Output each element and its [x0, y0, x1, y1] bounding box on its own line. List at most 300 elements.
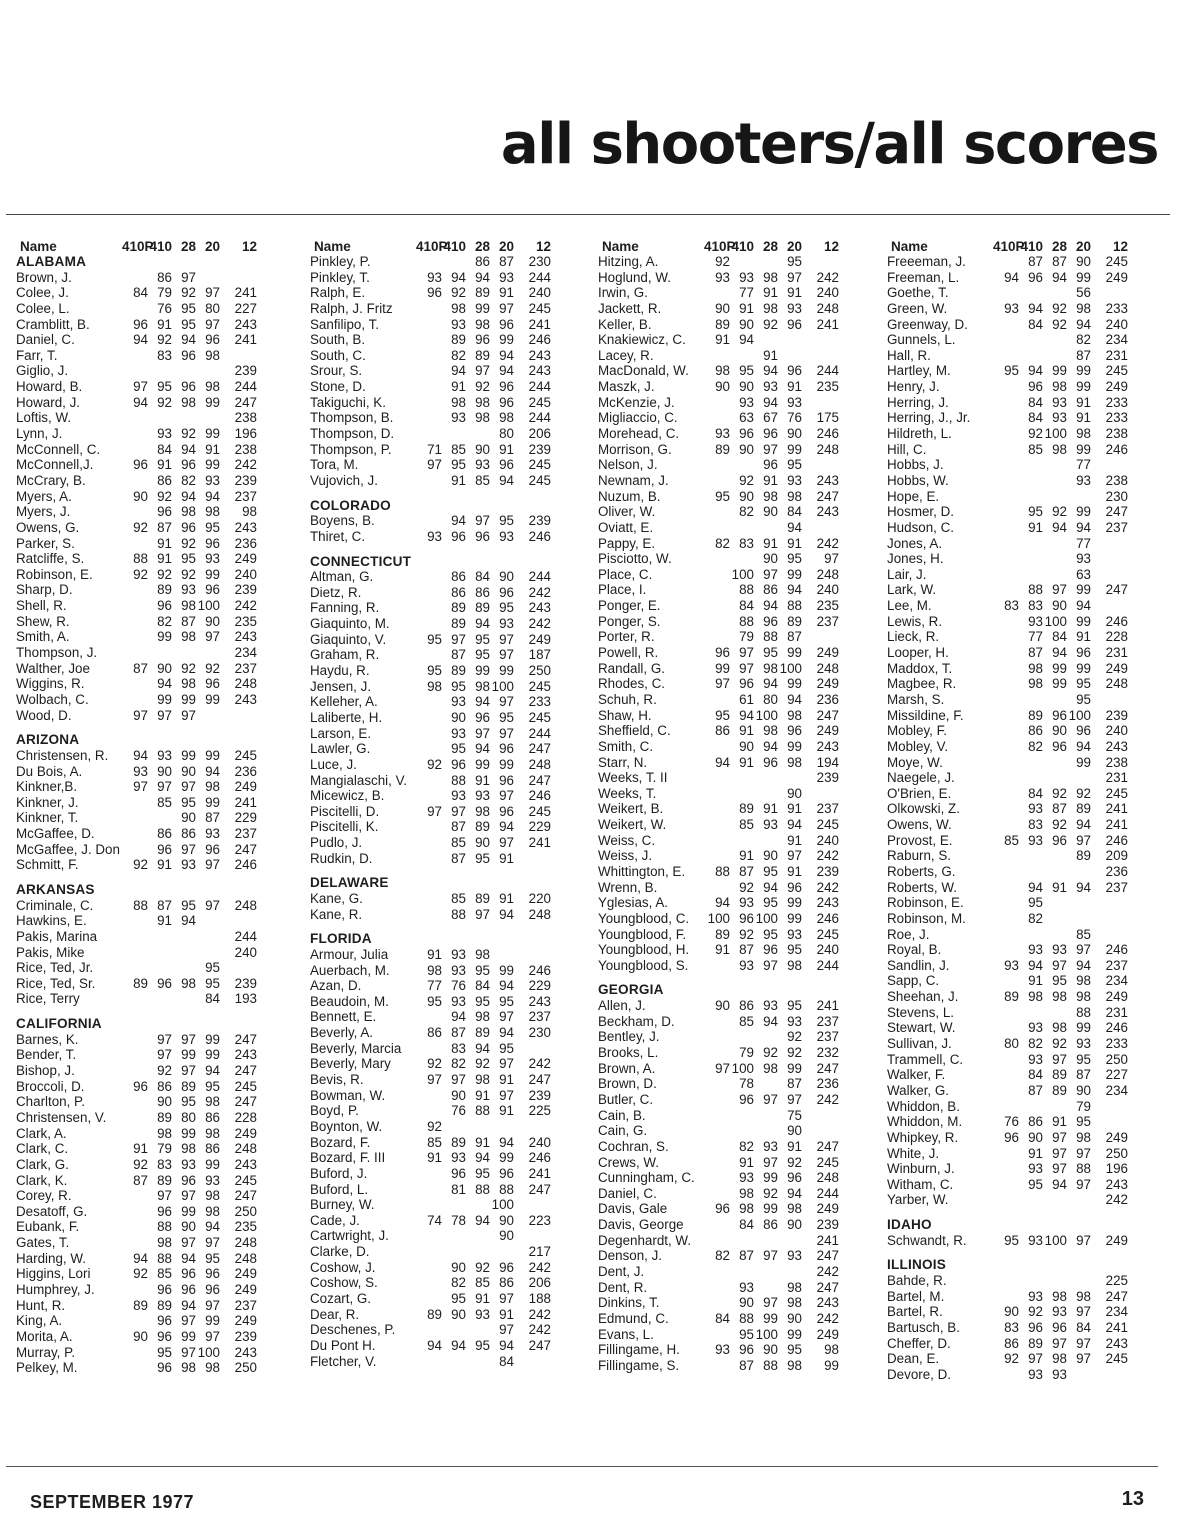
score-12: 248: [234, 1141, 257, 1157]
score-20: 99: [205, 394, 220, 410]
score-410: 79: [157, 285, 172, 301]
shooter-name: Gates, T.: [16, 1235, 70, 1251]
score-28: 85: [475, 472, 490, 488]
score-12: 240: [816, 832, 839, 848]
shooter-name: Thompson, D.: [310, 426, 395, 442]
score-20: 90: [1076, 254, 1091, 269]
score-410: 95: [739, 1326, 754, 1342]
shooter-row: [887, 801, 1157, 817]
shooter-row: [16, 1235, 286, 1251]
shooter-row: [887, 1114, 1157, 1130]
shooter-row: [887, 285, 1157, 301]
score-12: 248: [234, 676, 257, 692]
score-28: 88: [475, 1181, 490, 1197]
shooter-row: [16, 473, 286, 489]
score-12: 99: [824, 1357, 839, 1373]
score-410p: 97: [715, 676, 730, 692]
score-410p: [704, 1358, 730, 1374]
score-20: 91: [499, 850, 514, 866]
shooter-name: Youngblood, H.: [598, 942, 690, 958]
score-20: 94: [205, 1063, 220, 1079]
score-410: 96: [739, 1091, 754, 1107]
shooter-name: Buford, J.: [310, 1165, 368, 1181]
shooter-name: Davis, George: [598, 1217, 684, 1233]
score-28: 92: [763, 1045, 778, 1061]
score-410p: 91: [427, 946, 442, 962]
score-20: 96: [499, 379, 514, 395]
score-20: 95: [1076, 1114, 1091, 1130]
score-column: [887, 230, 1157, 1382]
score-410p: 95: [1004, 363, 1019, 379]
score-12: [220, 270, 257, 286]
shooter-name: Hope, E.: [887, 488, 940, 504]
score-410p: [416, 647, 442, 663]
state-heading: ARKANSAS: [16, 881, 95, 897]
score-410: 97: [739, 660, 754, 676]
shooter-row: [598, 457, 868, 473]
score-28: 94: [1052, 269, 1067, 285]
score-12: 229: [528, 978, 551, 994]
score-28: 89: [475, 819, 490, 835]
score-410: [1019, 536, 1043, 552]
score-410p: [122, 1345, 148, 1361]
score-410p: [416, 379, 442, 395]
score-20: 95: [499, 513, 514, 529]
shooter-row: [598, 848, 868, 864]
score-28: [1043, 348, 1067, 364]
column-header: [887, 230, 1157, 254]
score-12: 241: [234, 285, 257, 301]
shooter-row: [598, 1014, 868, 1030]
score-410: 92: [1028, 1304, 1043, 1320]
shooter-row: [887, 614, 1157, 630]
score-410p: [993, 1177, 1019, 1193]
score-410: 93: [1028, 832, 1043, 848]
score-410: 91: [739, 754, 754, 770]
shooter-row: [598, 1217, 868, 1233]
shooter-name: Weiss, J.: [598, 848, 653, 864]
shooter-name: Vujovich, J.: [310, 472, 378, 488]
score-20: 93: [499, 616, 514, 632]
shooter-name: Herring, J., Jr.: [887, 410, 971, 426]
score-410p: 97: [427, 803, 442, 819]
score-410p: 89: [133, 1297, 148, 1313]
score-28: 97: [763, 1248, 778, 1264]
shooter-row: [16, 629, 286, 645]
score-28: 97: [763, 1091, 778, 1107]
score-410p: 84: [715, 1310, 730, 1326]
score-20: 98: [787, 488, 802, 504]
score-410p: 95: [427, 663, 442, 679]
score-410p: 94: [1004, 269, 1019, 285]
score-28: [172, 410, 196, 426]
score-12: 249: [816, 723, 839, 739]
score-410p: 85: [1004, 832, 1019, 848]
score-12: 246: [528, 528, 551, 544]
score-28: 95: [763, 895, 778, 911]
score-20: 97: [499, 647, 514, 663]
shooter-name: Rice, Ted, Sr.: [16, 975, 96, 991]
shooter-row: [598, 1280, 868, 1296]
shooter-name: Lacey, R.: [598, 347, 654, 363]
score-410: 91: [157, 316, 172, 332]
shooter-row: [598, 645, 868, 661]
score-20: 99: [205, 1047, 220, 1063]
score-410: 79: [739, 1045, 754, 1061]
score-28: 98: [475, 1009, 490, 1025]
header-name: Name: [602, 239, 639, 254]
shooter-name: Colee, J.: [16, 285, 69, 301]
shooter-name: Laliberte, H.: [310, 709, 383, 725]
score-20: [1067, 911, 1091, 927]
score-12: 246: [1105, 1020, 1128, 1036]
shooter-row: [310, 1025, 580, 1041]
score-410p: 94: [715, 754, 730, 770]
shooter-name: Ponger, S.: [598, 613, 661, 629]
score-410: [1019, 1192, 1043, 1208]
score-410: 93: [739, 269, 754, 285]
score-410p: 93: [427, 269, 442, 285]
score-410p: [122, 582, 148, 598]
score-12: [1091, 1099, 1128, 1115]
score-410: 87: [1028, 254, 1043, 269]
score-20: 98: [205, 1125, 220, 1141]
shooter-row: [887, 1036, 1157, 1052]
shooter-name: Pakis, Mike: [16, 944, 85, 960]
score-12: 225: [1105, 1273, 1128, 1288]
shooter-row: [310, 632, 580, 648]
score-410: 93: [739, 1170, 754, 1186]
score-410: 97: [157, 707, 172, 723]
score-28: 85: [475, 1275, 490, 1291]
shooter-row: [598, 708, 868, 724]
score-410p: [122, 913, 148, 929]
score-12: 237: [528, 1009, 551, 1025]
score-20: 94: [1076, 738, 1091, 754]
score-20: 99: [1076, 504, 1091, 520]
shooter-row: [310, 1197, 580, 1213]
score-410: 85: [157, 794, 172, 810]
score-28: 90: [181, 1219, 196, 1235]
score-410p: [416, 726, 442, 742]
score-12: [514, 1197, 551, 1213]
score-28: 84: [475, 569, 490, 585]
score-28: [1043, 770, 1067, 786]
score-410: 90: [739, 379, 754, 395]
score-28: 98: [763, 660, 778, 676]
score-410p: [993, 817, 1019, 833]
shooter-row: [598, 880, 868, 896]
score-28: 93: [181, 1156, 196, 1172]
shooter-name: Thompson, J.: [16, 645, 98, 661]
shooter-row: [16, 551, 286, 567]
score-20: [490, 947, 514, 963]
score-410p: 84: [133, 285, 148, 301]
score-20: 91: [1076, 410, 1091, 426]
score-20: 93: [205, 826, 220, 842]
shooter-name: Sanfilipo, T.: [310, 316, 379, 332]
shooter-row: [598, 254, 868, 270]
score-410: [148, 945, 172, 961]
score-20: 94: [499, 363, 514, 379]
score-12: 243: [234, 519, 257, 535]
shooter-name: White, J.: [887, 1145, 940, 1161]
score-28: 89: [475, 347, 490, 363]
score-28: 94: [475, 741, 490, 757]
score-410: [148, 960, 172, 976]
score-410p: [416, 1291, 442, 1307]
state-heading: GEORGIA: [598, 982, 664, 998]
score-12: 231: [1105, 770, 1128, 786]
shooter-name: Beckham, D.: [598, 1013, 675, 1029]
score-28: 90: [763, 1342, 778, 1358]
score-28: 99: [181, 1125, 196, 1141]
score-20: 96: [499, 584, 514, 600]
score-410p: [122, 536, 148, 552]
score-410: 81: [451, 1181, 466, 1197]
score-410: 96: [451, 1165, 466, 1181]
score-12: 247: [816, 1138, 839, 1154]
score-410: 93: [451, 788, 466, 804]
shooter-row: [598, 504, 868, 520]
score-28: [1043, 1273, 1067, 1289]
shooter-name: Corey, R.: [16, 1188, 72, 1204]
score-28: 97: [763, 957, 778, 973]
shooter-name: Bahde, R.: [887, 1273, 947, 1288]
shooter-row: [16, 379, 286, 395]
score-410: 94: [1028, 300, 1043, 316]
score-12: 238: [1105, 426, 1128, 442]
score-28: 95: [475, 1337, 490, 1353]
score-12: 244: [816, 1185, 839, 1201]
score-410: 96: [157, 504, 172, 520]
score-410: 85: [451, 890, 466, 906]
shooter-row: [310, 1150, 580, 1166]
score-410: 94: [739, 707, 754, 723]
score-12: 247: [816, 1060, 839, 1076]
score-12: 250: [528, 663, 551, 679]
shooter-row: [16, 442, 286, 458]
shooter-row: [598, 489, 868, 505]
score-12: 175: [816, 410, 839, 426]
score-20: 97: [787, 269, 802, 285]
score-12: 239: [234, 1328, 257, 1344]
score-20: [196, 945, 220, 961]
score-28: 100: [1044, 1232, 1067, 1248]
score-28: [466, 1119, 490, 1135]
score-28: [466, 1322, 490, 1338]
score-12: 242: [528, 616, 551, 632]
shooter-name: Knakiewicz, C.: [598, 332, 686, 348]
score-20: 91: [787, 863, 802, 879]
score-12: 244: [234, 379, 257, 395]
score-12: 245: [528, 472, 551, 488]
section-gap: [310, 866, 580, 875]
score-410: 93: [157, 747, 172, 763]
score-28: 97: [1052, 1161, 1067, 1177]
score-28: 98: [763, 488, 778, 504]
score-28: 93: [763, 817, 778, 833]
score-28: 97: [1052, 957, 1067, 973]
shooter-row: [310, 395, 580, 411]
score-12: [1091, 551, 1128, 567]
score-28: 91: [763, 801, 778, 817]
shooter-name: Lair, J.: [887, 566, 927, 582]
score-20: 94: [205, 1219, 220, 1235]
score-410p: [704, 395, 730, 411]
score-12: 245: [1105, 785, 1128, 801]
score-12: 248: [528, 906, 551, 922]
score-410: [148, 929, 172, 945]
score-20: 94: [499, 1134, 514, 1150]
score-12: 239: [234, 975, 257, 991]
score-410: [1019, 927, 1043, 943]
shooter-name: Brown, D.: [598, 1076, 657, 1092]
shooter-name: Beverly, A.: [310, 1025, 374, 1041]
score-410p: [993, 1067, 1019, 1083]
score-20: 91: [499, 890, 514, 906]
section-gap: [887, 1248, 1157, 1257]
score-20: 98: [205, 379, 220, 395]
shooter-row: [887, 864, 1157, 880]
shooter-row: [598, 473, 868, 489]
score-12: [1091, 457, 1128, 473]
score-20: 100: [197, 598, 220, 614]
score-410p: [993, 614, 1019, 630]
score-28: 96: [763, 613, 778, 629]
shooter-row: [16, 504, 286, 520]
score-12: 249: [234, 1125, 257, 1141]
score-410p: 97: [427, 1072, 442, 1088]
score-410p: 88: [133, 897, 148, 913]
shooter-name: Hartley, M.: [887, 363, 951, 379]
shooter-name: Shell, R.: [16, 598, 67, 614]
score-28: 98: [181, 1141, 196, 1157]
score-410p: [993, 520, 1019, 536]
score-12: 240: [234, 944, 257, 960]
score-410: 98: [1028, 676, 1043, 692]
score-410p: [416, 1244, 442, 1260]
score-410: 90: [739, 316, 754, 332]
score-20: 96: [205, 582, 220, 598]
shooter-row: [598, 520, 868, 536]
section-gap: [887, 1208, 1157, 1217]
score-28: 89: [475, 285, 490, 301]
score-12: 245: [528, 678, 551, 694]
score-20: 99: [1076, 660, 1091, 676]
score-12: 236: [816, 1076, 839, 1092]
shooter-row: [310, 679, 580, 695]
score-410: 89: [1028, 707, 1043, 723]
score-410p: [704, 520, 730, 536]
shooter-row: [16, 857, 286, 873]
shooter-row: [598, 817, 868, 833]
score-20: 97: [205, 1297, 220, 1313]
score-28: 98: [475, 394, 490, 410]
shooter-row: [598, 1108, 868, 1124]
score-12: 248: [234, 897, 257, 913]
score-12: 245: [528, 457, 551, 473]
score-410p: [993, 1367, 1019, 1383]
score-20: 95: [787, 254, 802, 269]
score-410: 90: [157, 763, 172, 779]
shooter-name: Luce, J.: [310, 756, 357, 772]
score-28: 91: [763, 535, 778, 551]
shooter-name: Dietz, R.: [310, 584, 362, 600]
score-410p: [993, 1099, 1019, 1115]
score-28: [1043, 332, 1067, 348]
score-20: 91: [787, 535, 802, 551]
shooter-row: [887, 880, 1157, 896]
shooter-name: Schwandt, R.: [887, 1232, 967, 1248]
score-12: 239: [528, 513, 551, 529]
score-12: 240: [528, 285, 551, 301]
shooter-row: [887, 536, 1157, 552]
state-heading: ALABAMA: [16, 254, 87, 269]
shooter-row: [887, 770, 1157, 786]
score-410: [730, 833, 754, 849]
score-20: 94: [499, 347, 514, 363]
score-28: 97: [1052, 1145, 1067, 1161]
score-28: 96: [181, 379, 196, 395]
score-410: 87: [739, 1357, 754, 1373]
score-410p: 82: [715, 1248, 730, 1264]
score-28: [1043, 489, 1067, 505]
score-20: [196, 645, 220, 661]
score-410p: 92: [427, 1056, 442, 1072]
score-20: 77: [1076, 457, 1091, 473]
score-28: 91: [475, 1087, 490, 1103]
score-410p: 95: [715, 488, 730, 504]
score-410p: 97: [427, 457, 442, 473]
shooter-name: Daniel, C.: [16, 332, 75, 348]
shooter-name: Weiss, C.: [598, 832, 656, 848]
score-410p: [122, 1235, 148, 1251]
score-28: 95: [475, 647, 490, 663]
score-410: 96: [157, 1282, 172, 1297]
header-410p: 410P: [704, 239, 736, 254]
score-12: [1091, 1367, 1128, 1383]
score-410p: [416, 600, 442, 616]
score-20: 98: [1076, 989, 1091, 1005]
score-12: 242: [528, 1322, 551, 1338]
shooter-row: [310, 1228, 580, 1244]
shooter-row: [887, 848, 1157, 864]
shooter-name: Du Bois, A.: [16, 763, 83, 779]
score-410: 86: [1028, 1114, 1043, 1130]
score-28: 95: [181, 316, 196, 332]
score-28: 88: [763, 629, 778, 645]
shooter-row: [887, 410, 1157, 426]
score-410: 99: [157, 629, 172, 645]
shooter-name: Raburn, S.: [887, 848, 952, 864]
score-28: 92: [181, 285, 196, 301]
score-410p: 89: [1004, 989, 1019, 1005]
shooter-row: [598, 801, 868, 817]
shooter-name: Jensen, J.: [310, 678, 372, 694]
score-410p: [704, 551, 730, 567]
score-28: 92: [1052, 785, 1067, 801]
score-410p: [416, 1041, 442, 1057]
score-20: 94: [787, 1185, 802, 1201]
score-20: 95: [787, 457, 802, 473]
shooter-name: Dent, J.: [598, 1264, 645, 1279]
score-410p: [704, 848, 730, 864]
shooter-name: Ratcliffe, S.: [16, 551, 85, 567]
shooter-name: Pinkley, P.: [310, 254, 371, 269]
score-28: 91: [475, 1134, 490, 1150]
shooter-name: Naegele, J.: [887, 770, 955, 786]
